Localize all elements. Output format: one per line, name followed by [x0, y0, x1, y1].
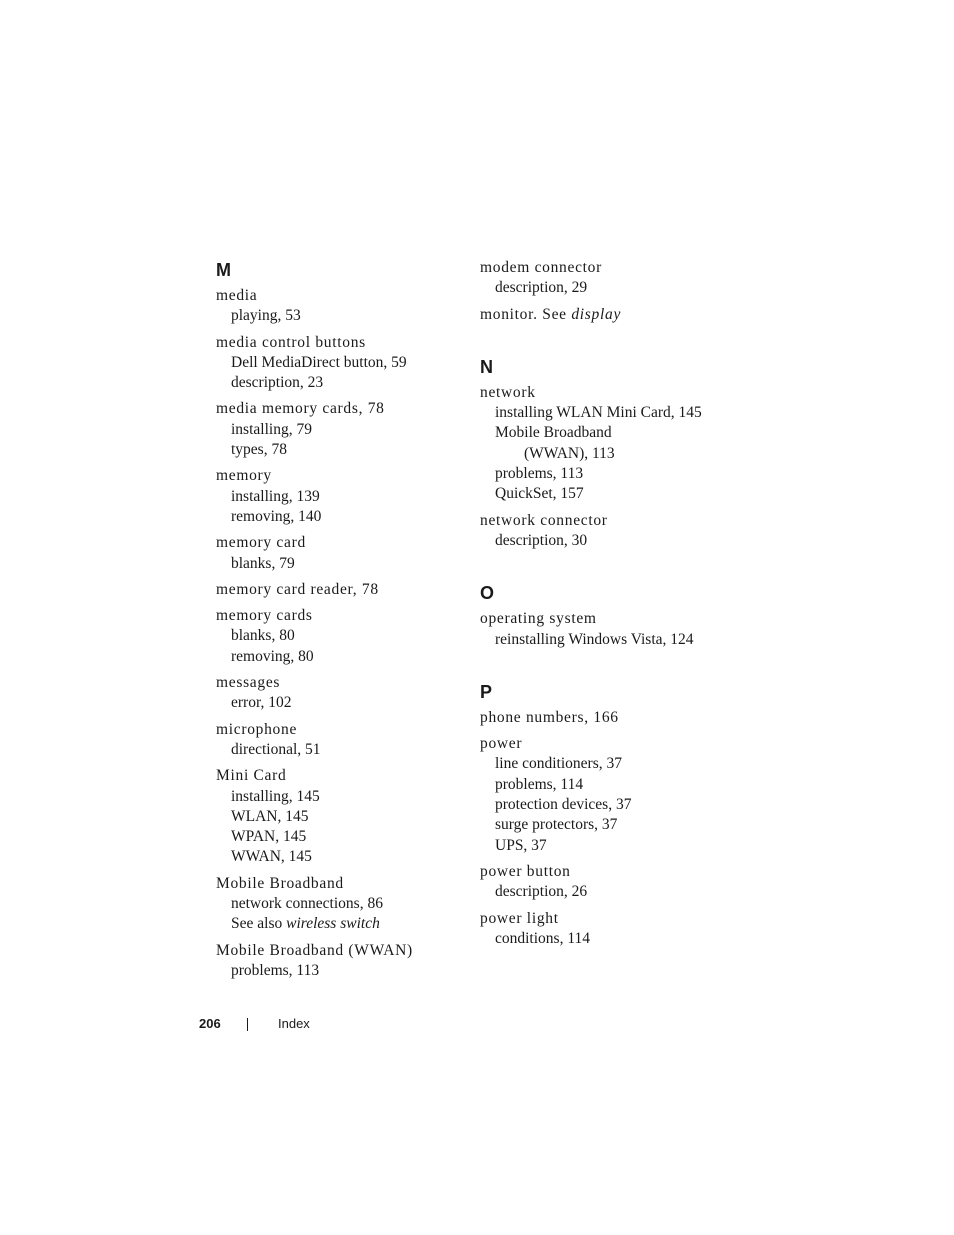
index-subterm: [480, 775, 730, 795]
index-entry: [480, 909, 730, 950]
index-term: [480, 734, 730, 754]
index-subterm-text: (WWAN), 113: [524, 444, 615, 462]
index-subterm: [480, 484, 730, 504]
index-term: [216, 874, 466, 894]
index-entry: [480, 708, 730, 728]
index-section: [216, 258, 466, 981]
index-entry: [480, 862, 730, 903]
index-subterm: [480, 929, 730, 949]
index-subterm: [216, 373, 466, 393]
index-subterm-text: installing, 79: [231, 420, 312, 438]
index-subterm: [216, 693, 466, 713]
index-subterm: [216, 554, 466, 574]
index-entry: [216, 466, 466, 527]
index-entry: [216, 606, 466, 667]
index-subterm: [216, 787, 466, 807]
index-entry: [216, 673, 466, 714]
index-subterm-text: line conditioners, 37: [495, 755, 622, 773]
index-subterm: [480, 795, 730, 815]
index-term: [216, 533, 466, 553]
index-subterm-text: removing, 80: [231, 647, 314, 665]
index-entry: [216, 399, 466, 460]
index-term-text: messages: [216, 674, 281, 692]
index-term-text: media: [216, 287, 258, 304]
index-term-text: Mobile Broadband (WWAN): [216, 941, 413, 959]
index-subterm: [480, 815, 730, 835]
index-term-text: media memory cards, 78: [216, 400, 385, 418]
index-term-text: power light: [480, 909, 559, 927]
index-term-text: phone numbers, 166: [480, 708, 619, 726]
index-entry: [216, 766, 466, 867]
index-entry: [216, 874, 466, 935]
index-subterm-text: types, 78: [231, 441, 287, 459]
index-entry: [480, 609, 730, 650]
index-term: [480, 258, 730, 278]
index-subterm-text: Mobile Broadband: [495, 424, 612, 442]
index-subterm: [480, 464, 730, 484]
index-entry: [480, 511, 730, 552]
index-term-text: power button: [480, 862, 571, 880]
index-column-right: [480, 258, 730, 955]
index-subterm: [216, 487, 466, 507]
index-subterm-text: installing, 139: [231, 487, 320, 505]
index-term: [216, 399, 466, 419]
index-entry: [216, 941, 466, 982]
index-column-left: [216, 258, 466, 987]
index-subterm: [480, 444, 730, 464]
index-entry: [216, 286, 466, 327]
index-subterm-text: See also: [231, 915, 287, 933]
index-entry: [216, 580, 466, 600]
index-subterm-text: WWAN, 145: [231, 848, 312, 866]
index-entry: [480, 305, 730, 325]
index-term-text: memory cards: [216, 607, 313, 625]
section-letter: N: [480, 356, 493, 377]
index-subterm: [216, 353, 466, 373]
index-section: [480, 581, 730, 650]
index-subterm: [216, 961, 466, 981]
index-subterm-text: blanks, 80: [231, 627, 295, 645]
index-subterm: [216, 740, 466, 760]
index-term-text: power: [480, 735, 523, 753]
index-term: [216, 673, 466, 693]
index-subterm: [216, 847, 466, 867]
index-subterm: [216, 626, 466, 646]
index-subterm-text: blanks, 79: [231, 554, 295, 572]
index-entry: [216, 533, 466, 574]
index-subterm-text: description, 26: [495, 883, 588, 901]
index-term: [480, 862, 730, 882]
index-term: [480, 909, 730, 929]
index-subterm: [216, 914, 466, 934]
index-subterm-text: description, 29: [495, 279, 588, 297]
index-subterm-text: problems, 113: [231, 961, 320, 979]
index-section: [480, 680, 730, 949]
index-subterm: [480, 630, 730, 650]
index-term-text: media control buttons: [216, 333, 366, 351]
index-subterm: [480, 754, 730, 774]
index-section: [480, 258, 730, 325]
index-subterm: [216, 507, 466, 527]
footer-section-label: Index: [278, 1016, 310, 1031]
index-term: [216, 466, 466, 486]
index-subterm-text: installing WLAN Mini Card, 145: [495, 404, 702, 422]
index-subterm-text: removing, 140: [231, 507, 322, 525]
index-subterm: [480, 836, 730, 856]
index-term-text: memory card reader, 78: [216, 580, 379, 598]
index-subterm-text: UPS, 37: [495, 836, 547, 854]
index-section: [480, 355, 730, 551]
index-entry: [480, 258, 730, 299]
index-subterm: [480, 531, 730, 551]
index-entry: [216, 720, 466, 761]
page-number: 206: [199, 1016, 221, 1031]
index-term: [480, 511, 730, 531]
index-subterm: [216, 420, 466, 440]
index-subterm: [480, 882, 730, 902]
index-subterm-text: installing, 145: [231, 787, 320, 805]
index-subterm: [216, 807, 466, 827]
index-subterm-text: network connections, 86: [231, 895, 383, 913]
index-subterm-text: WPAN, 145: [231, 828, 307, 846]
index-subterm: [480, 423, 730, 443]
index-term-text: Mobile Broadband: [216, 874, 344, 892]
index-subterm-text: reinstalling Windows Vista, 124: [495, 630, 694, 648]
index-subterm: [216, 827, 466, 847]
index-subterm: [480, 278, 730, 298]
index-term-text: microphone: [216, 720, 298, 738]
section-letter: O: [480, 583, 495, 604]
index-subterm: [216, 306, 466, 326]
index-term-text: monitor. See: [480, 305, 572, 323]
index-term-reference: display: [571, 305, 622, 323]
index-term: [216, 766, 466, 786]
index-term-text: network: [480, 383, 536, 401]
index-term: [216, 580, 466, 600]
index-term-text: network connector: [480, 511, 608, 529]
index-term: [216, 606, 466, 626]
index-term: [216, 333, 466, 353]
index-subterm-text: error, 102: [231, 694, 292, 712]
index-subterm-text: description, 23: [231, 374, 324, 392]
index-subterm: [480, 403, 730, 423]
index-term: [480, 609, 730, 629]
section-letter: M: [216, 260, 231, 280]
index-term-text: Mini Card: [216, 767, 287, 785]
index-term: [480, 383, 730, 403]
index-subterm-reference: wireless switch: [286, 915, 380, 933]
index-subterm-text: problems, 114: [495, 775, 584, 793]
index-term-text: memory: [216, 467, 272, 485]
index-term: [480, 708, 730, 728]
index-subterm-text: WLAN, 145: [231, 807, 309, 825]
index-subterm-text: protection devices, 37: [495, 796, 632, 814]
index-subterm: [216, 647, 466, 667]
index-subterm: [216, 440, 466, 460]
index-subterm-text: description, 30: [495, 531, 588, 549]
index-subterm-text: directional, 51: [231, 740, 321, 758]
index-subterm-text: QuickSet, 157: [495, 485, 584, 503]
index-term: [216, 286, 466, 306]
index-term: [216, 720, 466, 740]
index-entry: [480, 383, 730, 505]
index-subterm-text: conditions, 114: [495, 929, 591, 947]
footer-separator: [247, 1018, 248, 1031]
index-term-text: operating system: [480, 610, 597, 628]
index-subterm: [216, 894, 466, 914]
index-subterm-text: playing, 53: [231, 307, 301, 325]
index-term-text: memory card: [216, 534, 306, 552]
index-term-text: modem connector: [480, 259, 602, 276]
index-subterm-text: problems, 113: [495, 465, 584, 483]
index-term: [216, 941, 466, 961]
index-subterm-text: surge protectors, 37: [495, 816, 618, 834]
index-entry: [480, 734, 730, 856]
index-subterm-text: Dell MediaDirect button, 59: [231, 353, 407, 371]
index-term: [480, 305, 730, 325]
index-entry: [216, 333, 466, 394]
section-letter: P: [480, 681, 493, 702]
